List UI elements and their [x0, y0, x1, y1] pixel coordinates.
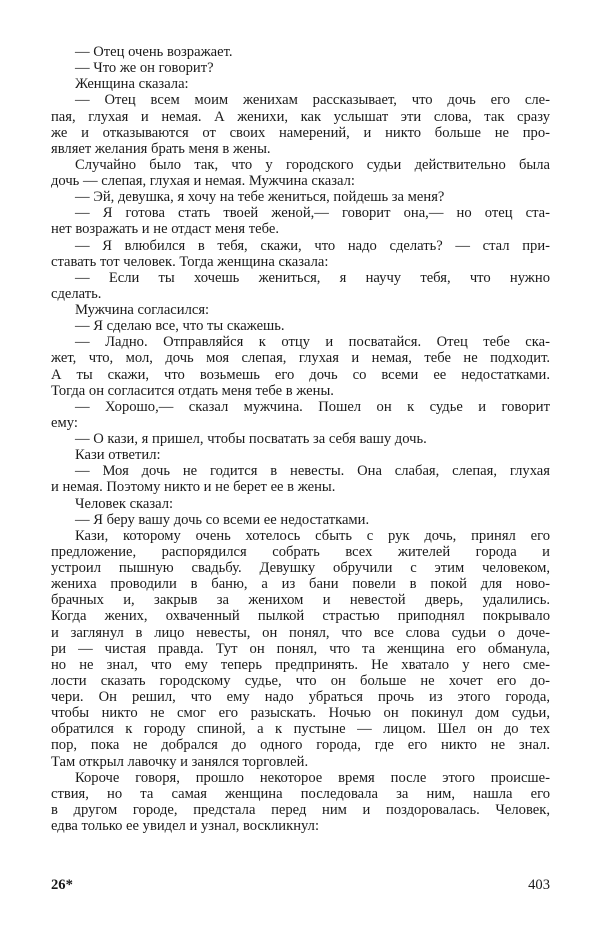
page-number: 403 — [528, 877, 550, 893]
text-line: Кази ответил: — [75, 447, 161, 464]
text-line: ставать тот человек. Тогда женщина сказала: — [51, 253, 329, 270]
text-line: Когда жених, охваченный пылкой страстью приподнял покрывало — [51, 608, 550, 625]
text-line: и заглянул в лицо невесты, он понял, что все слова судьи о доче- — [51, 624, 550, 641]
text-line: пор, пока не добрался до одного города, где его никто не знал. — [51, 737, 550, 754]
text-line: обратился к городу спиной, а к пустыне — лицом. Шел он до тех — [51, 721, 550, 738]
text-line: ри — чистая правда. Тут он понял, что та женщина его обманула, — [51, 640, 550, 657]
text-line: чери. Он решил, что ему надо убраться прочь из этого города, — [51, 689, 550, 705]
text-line: — Я готова стать твоей женой,— говорит она,— но отец ста- — [75, 205, 550, 222]
text-line: — Эй, девушка, я хочу на тебе жениться, пойдешь за меня? — [75, 189, 445, 206]
text-line: Мужчина согласился: — [75, 302, 210, 318]
text-line: жениха проводили в баню, а из бани повели в покой для ново- — [51, 576, 550, 593]
text-line: но не знал, что ему теперь предпринять. Не хватало у него сме- — [51, 656, 550, 673]
text-line: ствия, но та самая женщина последовала за ним, нашла его — [51, 785, 550, 802]
text-line: — Отец всем моим женихам рассказывает, что дочь его сле- — [75, 92, 550, 109]
text-line: ему: — [51, 414, 78, 431]
text-line: Там открыл лавочку и занялся торговлей. — [51, 753, 309, 770]
text-line: брачных и, закрыв за женихом и невестой дверь, удалились. — [51, 592, 550, 609]
text-line: — Если ты хочешь жениться, я научу тебя, что нужно — [75, 269, 550, 286]
text-line: — Я сделаю все, что ты скажешь. — [75, 318, 285, 335]
text-line: — Я беру вашу дочь со всеми ее недостатками. — [75, 511, 370, 528]
text-line: устроил пышную свадьбу. Девушку обручили с этим человеком, — [51, 560, 550, 576]
text-line: — Я влюбился в тебя, скажи, что надо сделать? — стал при- — [75, 237, 550, 254]
text-line: — Ладно. Отправляйся к отцу и посватайся. Отец тебе ска- — [75, 334, 550, 351]
text-line: жет, что, мол, дочь моя слепая, глухая и немая, тебе не подходит. — [51, 350, 550, 367]
page-body — [51, 44, 550, 834]
text-line: А ты скажи, что возьмешь его дочь со всеми ее недостатками. — [51, 366, 550, 383]
text-line: Женщина сказала: — [75, 76, 189, 93]
text-line: — Моя дочь не годится в невесты. Она слабая, слепая, глухая — [75, 463, 550, 480]
text-line: чтобы никто не смог его разыскать. Ночью он покинул дом судьи, — [51, 705, 550, 722]
text-line: — Хорошо,— сказал мужчина. Пошел он к судье и говорит — [75, 398, 550, 415]
printer-signature: 26* — [51, 877, 73, 893]
text-line: же и отказываются от своих намерений, и никто больше не про- — [51, 124, 550, 141]
text-line: в другом городе, предстала перед ним и поздоровалась. Человек, — [51, 801, 550, 818]
text-line: пая, глухая и немая. А женихи, как услышат эти слова, так сразу — [51, 108, 550, 125]
text-line: Тогда он согласится отдать меня тебе в жены. — [51, 382, 334, 399]
text-line: предложение, распорядился собрать всех жителей города и — [51, 543, 550, 560]
text-line: Человек сказал: — [75, 495, 174, 512]
text-line: лости сказать городскому судье, что он больше не хочет его до- — [51, 672, 550, 689]
text-line: сделать. — [51, 285, 102, 302]
text-line: дочь — слепая, глухая и немая. Мужчина сказал: — [51, 173, 355, 189]
text-line: — Отец очень возражает. — [75, 44, 233, 60]
text-line: — Что же он говорит? — [75, 60, 214, 77]
text-line: и немая. Поэтому никто и не берет ее в жены. — [51, 479, 336, 496]
text-line: Случайно было так, что у городского судьи действительно была — [75, 156, 550, 173]
text-line: Короче говоря, прошло некоторое время после этого происше- — [75, 769, 550, 786]
text-line: являет желания брать меня в жены. — [51, 140, 271, 157]
text-line: нет возражать и не отдаст меня тебе. — [51, 221, 279, 238]
text-line: — О кази, я пришел, чтобы посватать за себя вашу дочь. — [75, 431, 427, 447]
text-line: едва только ее увидел и узнал, воскликнул: — [51, 818, 320, 834]
text-line: Кази, которому очень хотелось сбыть с рук дочь, принял его — [75, 527, 550, 544]
